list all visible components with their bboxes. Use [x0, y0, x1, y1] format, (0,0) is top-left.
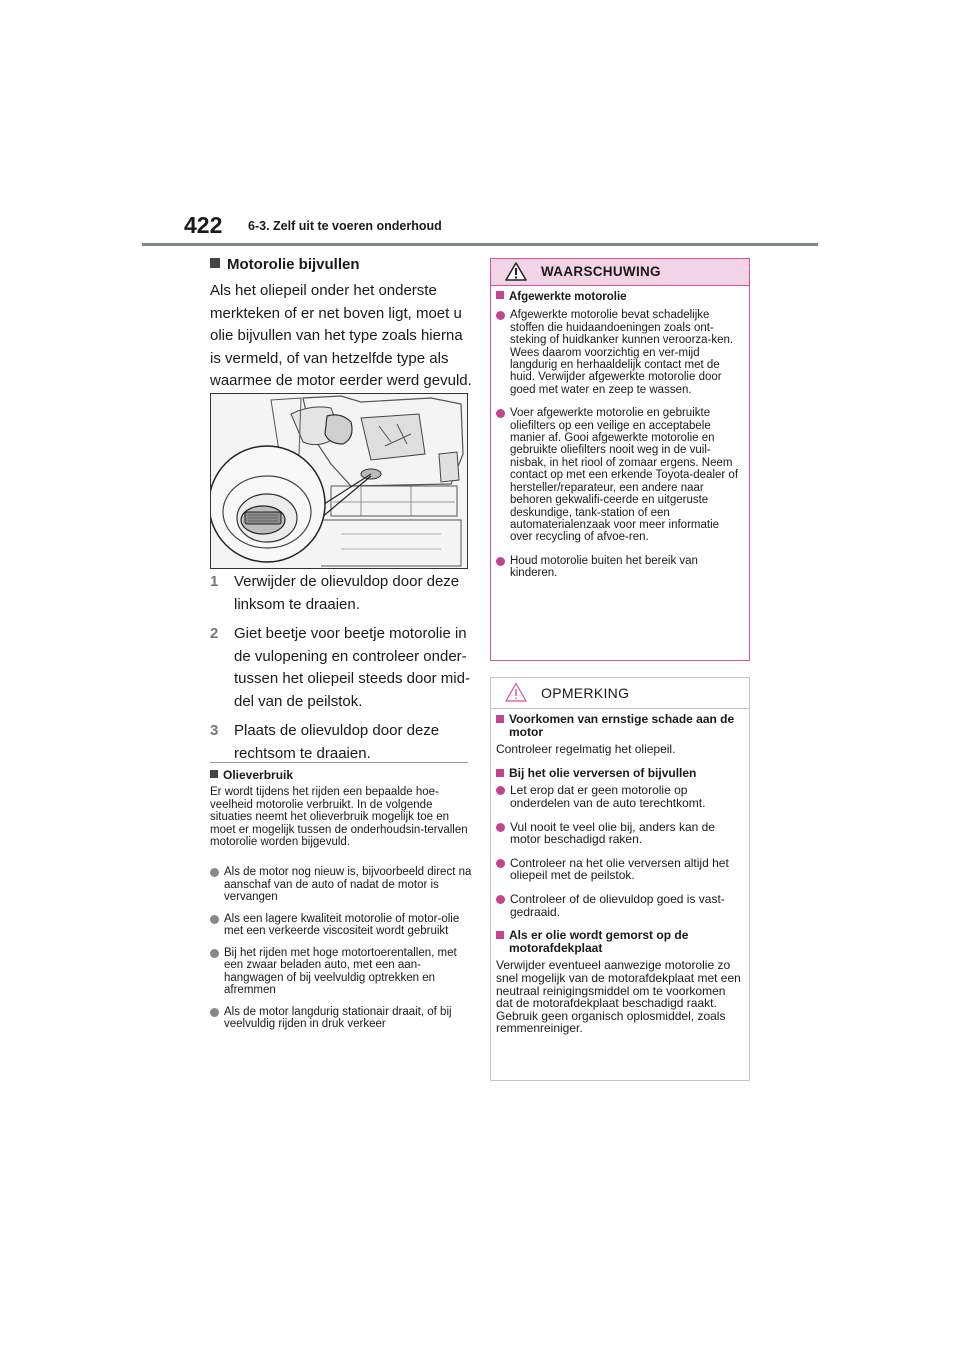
- round-bullet-icon: [210, 949, 219, 958]
- list-item: [496, 555, 744, 580]
- list-item-text: Vul nooit te veel olie bij, anders kan de motor beschadigd raken.: [510, 819, 716, 847]
- list-item: [496, 857, 744, 882]
- round-bullet-icon: [210, 915, 219, 924]
- intro-paragraph: Als het oliepeil onder het onderste merkteken of er net boven ligt, moet u olie bijvullen van het type zoals hierna is vermeld, of van hetzelfde type als waarmee de motor eerder werd gevuld.: [210, 282, 472, 389]
- step-text: Plaats de olievuldop door deze rechtsom te draaien.: [234, 722, 440, 762]
- warning-box: [490, 258, 750, 661]
- list-item-text: Als de motor langdurig stationair draait, of bij veelvuldig rijden in druk verkeer: [224, 1005, 452, 1030]
- list-item: [496, 784, 744, 809]
- square-bullet-icon: [496, 291, 504, 299]
- list-item-text: Controleer of de olievuldop goed is vast-gedraaid.: [510, 891, 725, 919]
- round-bullet-icon: [496, 557, 505, 566]
- list-item: [210, 913, 472, 938]
- step-number: 2: [210, 625, 219, 642]
- step-item: [210, 571, 472, 616]
- step-text: Giet beetje voor beetje motorolie in de vulopening en controleer onder-tussen het oliepeil steeds door mid-del van de peilstok.: [234, 625, 470, 710]
- round-bullet-icon: [496, 895, 505, 904]
- caution-triangle-icon: [505, 682, 527, 702]
- step-number: 3: [210, 722, 219, 739]
- note-box: [490, 677, 750, 1081]
- divider: [210, 762, 468, 763]
- round-bullet-icon: [210, 1008, 219, 1017]
- note-body: [496, 713, 744, 1046]
- heading-oil-refill: [210, 256, 360, 273]
- list-item-text: Afgewerkte motorolie bevat schadelijke stoffen die huidaandoeningen zoals ont-steking of huidkanker kunnen veroorza-ken. Wees daarom voorzichtig en ver-mijd langdurig en herhaaldelijk contact met de huid. Verwijder afgewerkte motorolie door goed met water en zeep te wassen.: [510, 309, 734, 396]
- square-bullet-icon: [496, 769, 504, 777]
- round-bullet-icon: [210, 868, 219, 877]
- warning-title: WAARSCHUWING: [541, 264, 661, 279]
- warning-body: [496, 291, 744, 591]
- round-bullet-icon: [496, 859, 505, 868]
- list-item-text: Bij het rijden met hoge motortoerentallen, met een zwaar beladen auto, met een aan-hangwagen of bij veelvuldig optrekken en afremmen: [224, 946, 457, 996]
- list-item: [496, 893, 744, 918]
- note-header: [491, 678, 749, 709]
- heading-text: Olieverbruik: [223, 768, 294, 782]
- consumption-bullets: [210, 866, 472, 1040]
- note-paragraph: Verwijder eventueel aanwezige motorolie zo snel mogelijk van de motorafdekplaat met een neutraal reinigingsmiddel om te voorkomen dat de motorafdekplaat beschadigd raakt. Gebruik geen organisch oplosmiddel, zoals remmenreiniger.: [496, 958, 741, 1036]
- step-text: Verwijder de olievuldop door deze linksom te draaien.: [234, 573, 460, 613]
- square-bullet-icon: [496, 715, 504, 723]
- list-item: [496, 821, 744, 846]
- note-heading: [496, 713, 744, 738]
- list-item-text: Let erop dat er geen motorolie op onderdelen van de auto terechtkomt.: [510, 783, 706, 810]
- round-bullet-icon: [496, 786, 505, 795]
- heading-text: Bij het olie verversen of bijvullen: [509, 765, 697, 780]
- warning-triangle-icon: [505, 262, 527, 281]
- note-heading: [496, 929, 744, 954]
- engine-bay-drawing: [211, 394, 467, 568]
- square-bullet-icon: [210, 258, 220, 268]
- heading-text: Afgewerkte motorolie: [509, 291, 627, 303]
- square-bullet-icon: [496, 931, 504, 939]
- warning-heading: [496, 291, 744, 303]
- step-item: [210, 623, 472, 713]
- heading-text: Voorkomen van ernstige schade aan de motor: [509, 712, 735, 739]
- header-rule: [142, 243, 818, 246]
- list-item-text: Controleer na het olie verversen altijd het oliepeil met de peilstok.: [510, 855, 729, 883]
- engine-illustration: [210, 393, 468, 569]
- note-heading: [496, 767, 744, 780]
- list-item: [210, 947, 472, 997]
- list-item-text: Als de motor nog nieuw is, bijvoorbeeld direct na aanschaf van de auto of nadat de motor is vervangen: [224, 866, 472, 903]
- square-bullet-icon: [210, 770, 218, 778]
- list-item-text: Voer afgewerkte motorolie en gebruikte oliefilters op een veilige en acceptabele manier af. Gooi afgewerkte motorolie en gebruikte oliefilters nooit weg in de vuil-nisbak, in het riool of zomaar ergens. Neem contact op met een erkende Toyota-dealer of hersteller/reparateur, een andere naar behoren gekwalifi-ceerde en uitgeruste deskundige, tank-station of een automaterialenzaak voor meer informatie over recycling of afvoe-ren.: [510, 407, 739, 544]
- heading-text: Als er olie wordt gemorst op de motorafdekplaat: [509, 928, 689, 955]
- round-bullet-icon: [496, 409, 505, 418]
- heading-oil-consumption: [210, 768, 293, 782]
- step-item: [210, 720, 472, 765]
- page-number: 422: [184, 212, 223, 238]
- round-bullet-icon: [496, 823, 505, 832]
- heading-text: Motorolie bijvullen: [227, 256, 360, 273]
- list-item: [496, 309, 744, 396]
- note-title: OPMERKING: [541, 685, 630, 701]
- list-item-text: Als een lagere kwaliteit motorolie of motor-olie met een verkeerde viscositeit wordt gebruikt: [224, 912, 460, 937]
- consumption-paragraph: Er wordt tijdens het rijden een bepaalde hoe-veelheid motorolie verbruikt. In de volgende situaties neemt het olieverbruik mogelijk toe en moet er mogelijk tussen de onderhoudsin-tervallen motorolie worden bijgevuld.: [210, 786, 468, 848]
- list-item: [210, 1006, 472, 1031]
- list-item: [496, 407, 744, 543]
- round-bullet-icon: [496, 311, 505, 320]
- warning-header: [491, 259, 749, 286]
- steps-list: [210, 571, 472, 772]
- list-item: [210, 866, 472, 904]
- note-paragraph: Controleer regelmatig het oliepeil.: [496, 742, 676, 757]
- step-number: 1: [210, 573, 219, 590]
- list-item-text: Houd motorolie buiten het bereik van kinderen.: [510, 554, 698, 580]
- section-title: 6-3. Zelf uit te voeren onderhoud: [248, 219, 442, 233]
